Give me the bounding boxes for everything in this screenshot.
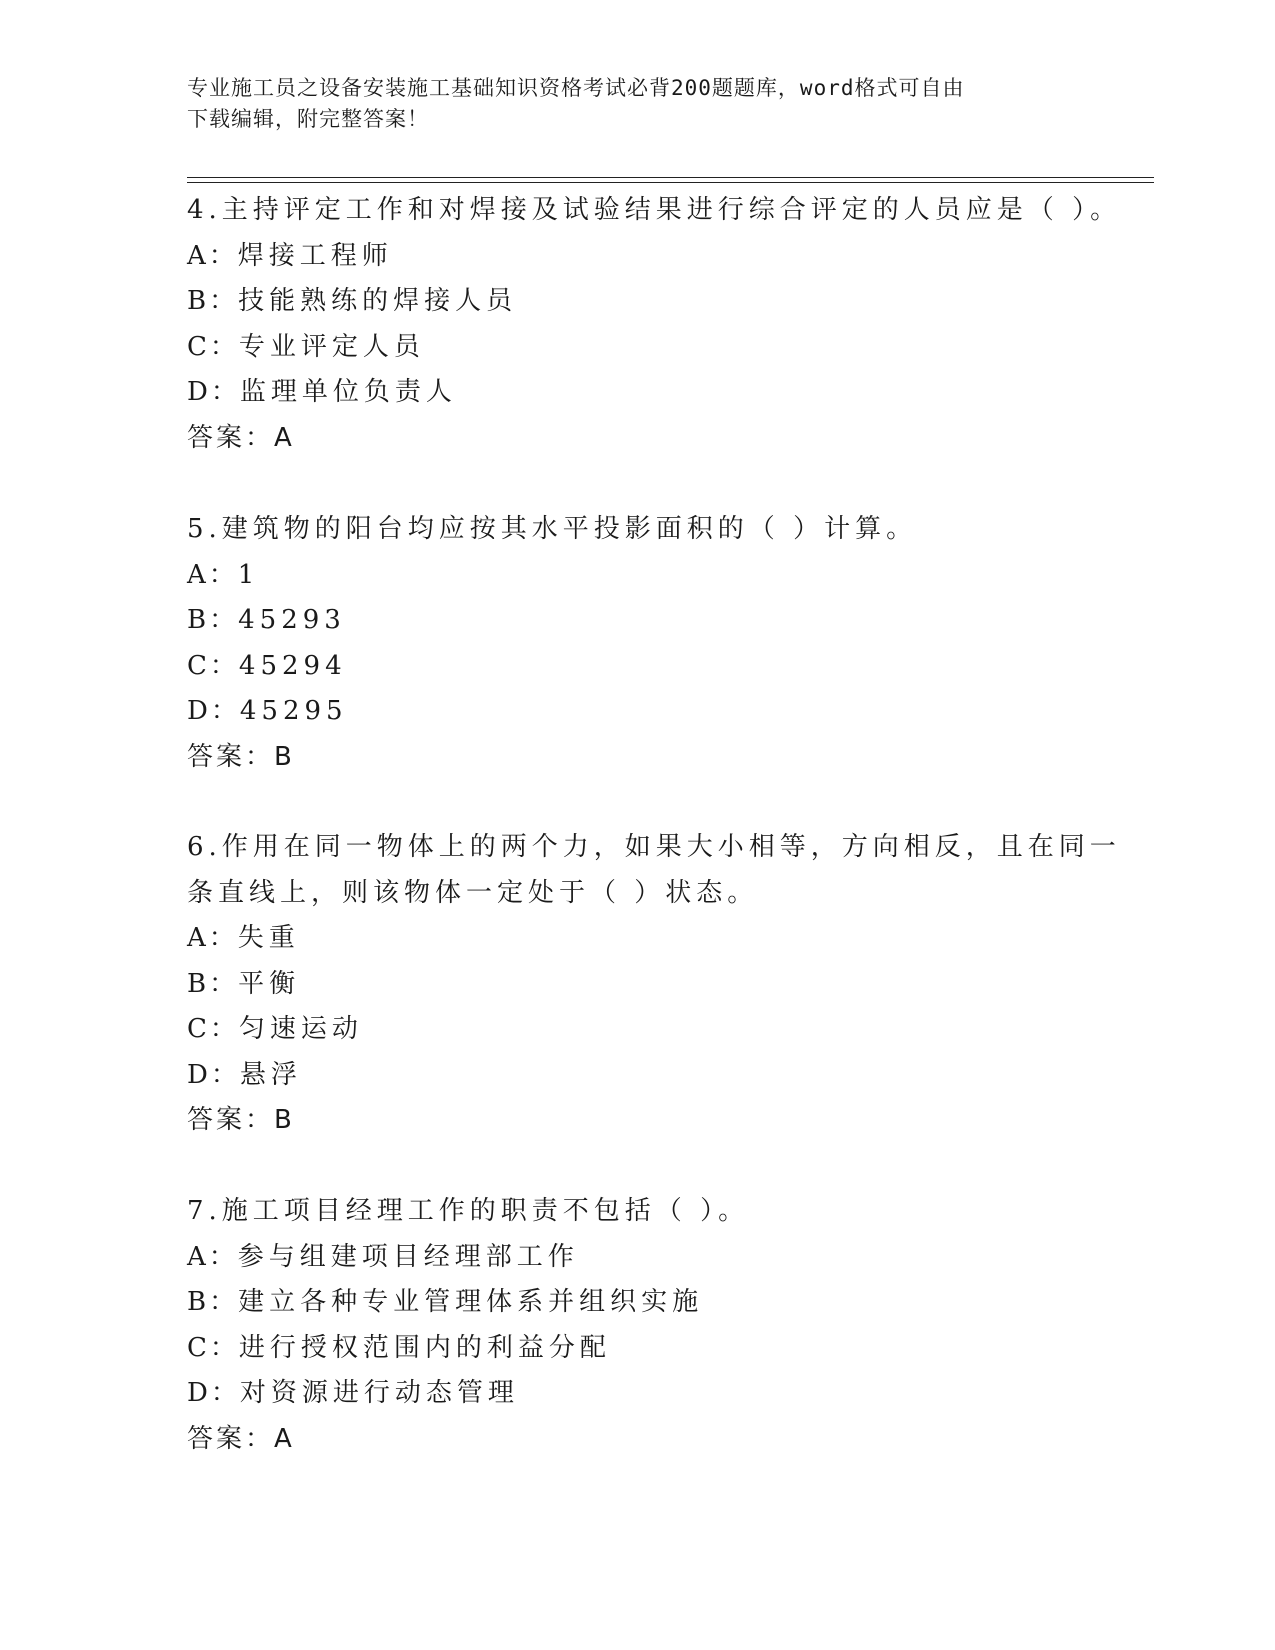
option-label: B： [187,286,239,316]
option-d [187,689,1087,735]
option-label: D： [187,377,240,407]
option-label: D： [187,1059,240,1090]
option-label: D： [187,1378,240,1408]
option-text: 悬浮 [239,1059,302,1090]
option-label: D： [187,696,240,726]
answer: 答案：A [187,1423,295,1454]
option-d [187,1053,1087,1099]
option-text: 技能熟练的焊接人员 [238,286,518,316]
option-label: A： [187,559,238,590]
answer: 答案：B [187,1105,295,1135]
option-label: A： [187,240,238,271]
answer: 答案：B [187,741,295,772]
header-divider-top [187,177,1154,178]
option-label: B： [187,605,239,635]
option-text: 平衡 [238,968,301,999]
question-5 [187,507,1087,780]
answer: 答案：A [187,422,295,453]
option-b [187,598,1087,644]
option-d [187,1371,1087,1417]
option-text: 对资源进行动态管理 [239,1378,519,1408]
option-label: C： [187,650,239,681]
option-c [187,1007,1087,1053]
option-text: 失重 [237,923,300,953]
option-label: A： [187,923,238,953]
option-label: A： [187,1241,238,1272]
option-a [187,1235,1087,1281]
option-d [187,370,1087,416]
option-text: 45293 [238,605,346,635]
option-c [187,1326,1087,1372]
question-4 [187,188,1122,461]
option-text: 匀速运动 [238,1014,363,1044]
option-c [187,325,1087,371]
question-stem-line: 7.施工项目经理工作的职责不包括（ ）。 [187,1196,750,1226]
question-stem-line: 5.建筑物的阳台均应按其水平投影面积的（ ）计算。 [187,514,918,544]
option-text: 45294 [238,650,347,681]
option-text: 参与组建项目经理部工作 [237,1241,579,1272]
question-stem-line: 4.主持评定工作和对焊接及试验结果进行综合评定的人员应是（ ）。 [187,195,1122,225]
document-header [187,73,1067,135]
option-label: B： [187,968,239,999]
question-6 [187,825,1121,1144]
question-7 [187,1189,1087,1462]
question-stem-line: 6.作用在同一物体上的两个力，如果大小相等，方向相反，且在同一 [187,832,1121,862]
option-b [187,962,1087,1008]
option-a [187,916,1087,962]
option-c [187,644,1087,690]
option-b [187,279,1087,325]
option-label: C： [187,1014,239,1044]
option-text: 45295 [239,696,348,726]
option-a [187,234,1087,280]
option-text: 专业评定人员 [238,331,425,362]
option-text: 1 [237,559,260,590]
option-b [187,1280,1087,1326]
option-a [187,553,1087,599]
question-stem [187,825,1121,916]
option-label: C： [187,1332,239,1363]
question-stem-line: 条直线上，则该物体一定处于（ ）状态。 [187,877,759,908]
header-line-1: 专业施工员之设备安装施工基础知识资格考试必背200题题库，word格式可自由 [187,76,965,100]
option-label: C： [187,331,239,362]
option-label: B： [187,1287,239,1317]
option-text: 监理单位负责人 [239,377,457,407]
question-stem [187,188,1122,234]
option-text: 建立各种专业管理体系并组织实施 [238,1287,704,1317]
question-stem [187,507,1087,553]
question-stem [187,1189,1087,1235]
option-text: 焊接工程师 [237,240,393,271]
header-line-2: 下载编辑，附完整答案！ [187,107,429,131]
option-text: 进行授权范围内的利益分配 [238,1332,611,1363]
header-divider-bottom [187,182,1154,183]
